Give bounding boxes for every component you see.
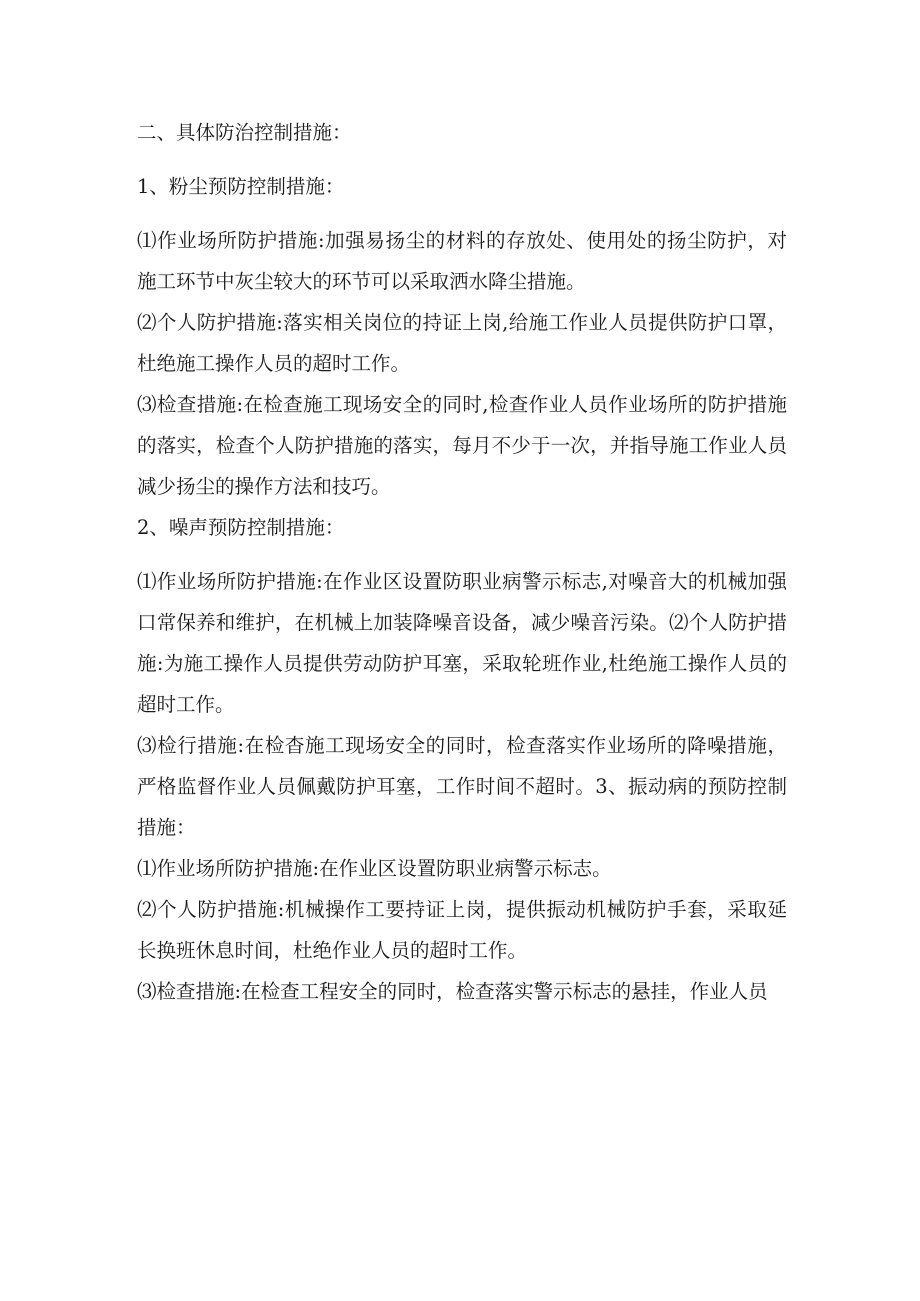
noise-item-workplace-personal: ⑴作业场所防护措施:在作业区设置防职业病警示标志,对噪音大的机械加强口常保养和维护，在机械上加装降噪音设备，减少噪音污染。⑵个人防护措施:为施工操作人员提供劳动防护耳塞，采取轮班作业,杜绝施工操作人员的超时工作。 [137,570,787,716]
noise-heading: 2、噪声预防控制措施： [137,516,345,539]
dust-item-workplace: ⑴作业场所防护措施:加强易扬尘的材料的存放处、使用处的扬尘防护，对施工环节中灰尘较大的环节可以采取洒水降尘措施。 [137,229,787,293]
dust-item-personal: ⑵个人防护措施:落实相关岗位的持证上岗,给施工作业人员提供防护口罩，杜绝施工操作人员的超时工作。 [137,311,787,375]
vibration-item-personal: ⑵个人防护措施:机械操作工要持证上岗，提供振动机械防护手套，采取延长换班休息时间，杜绝作业人员的超时工作。 [137,898,787,962]
vibration-item-workplace: ⑴作业场所防护措施:在作业区设置防职业病警示标志。 [137,857,612,880]
noise-item-inspection: ⑶检行措施:在检杳施工现场安全的同时，检查落实作业场所的降噪措施，严格监督作业人员佩戴防护耳塞，工作时间不超时。3、振动病的预防控制措施： [137,734,787,839]
vibration-item-inspection: ⑶检查措施:在检查工程安全的同时，检查落实警示标志的悬挂，作业人员 [137,980,768,1003]
section-title: 二、具体防治控制措施： [137,121,352,144]
dust-heading: 1、粉尘预防控制措施： [137,175,345,198]
document-body [137,112,787,1012]
dust-item-inspection: ⑶检查措施:在检查施工现场安全的同时,检查作业人员作业场所的防护措施的落实，检查个人防护措施的落实，每月不少于一次，并指导施工作业人员减少扬尘的操作方法和技巧。 [137,393,787,498]
